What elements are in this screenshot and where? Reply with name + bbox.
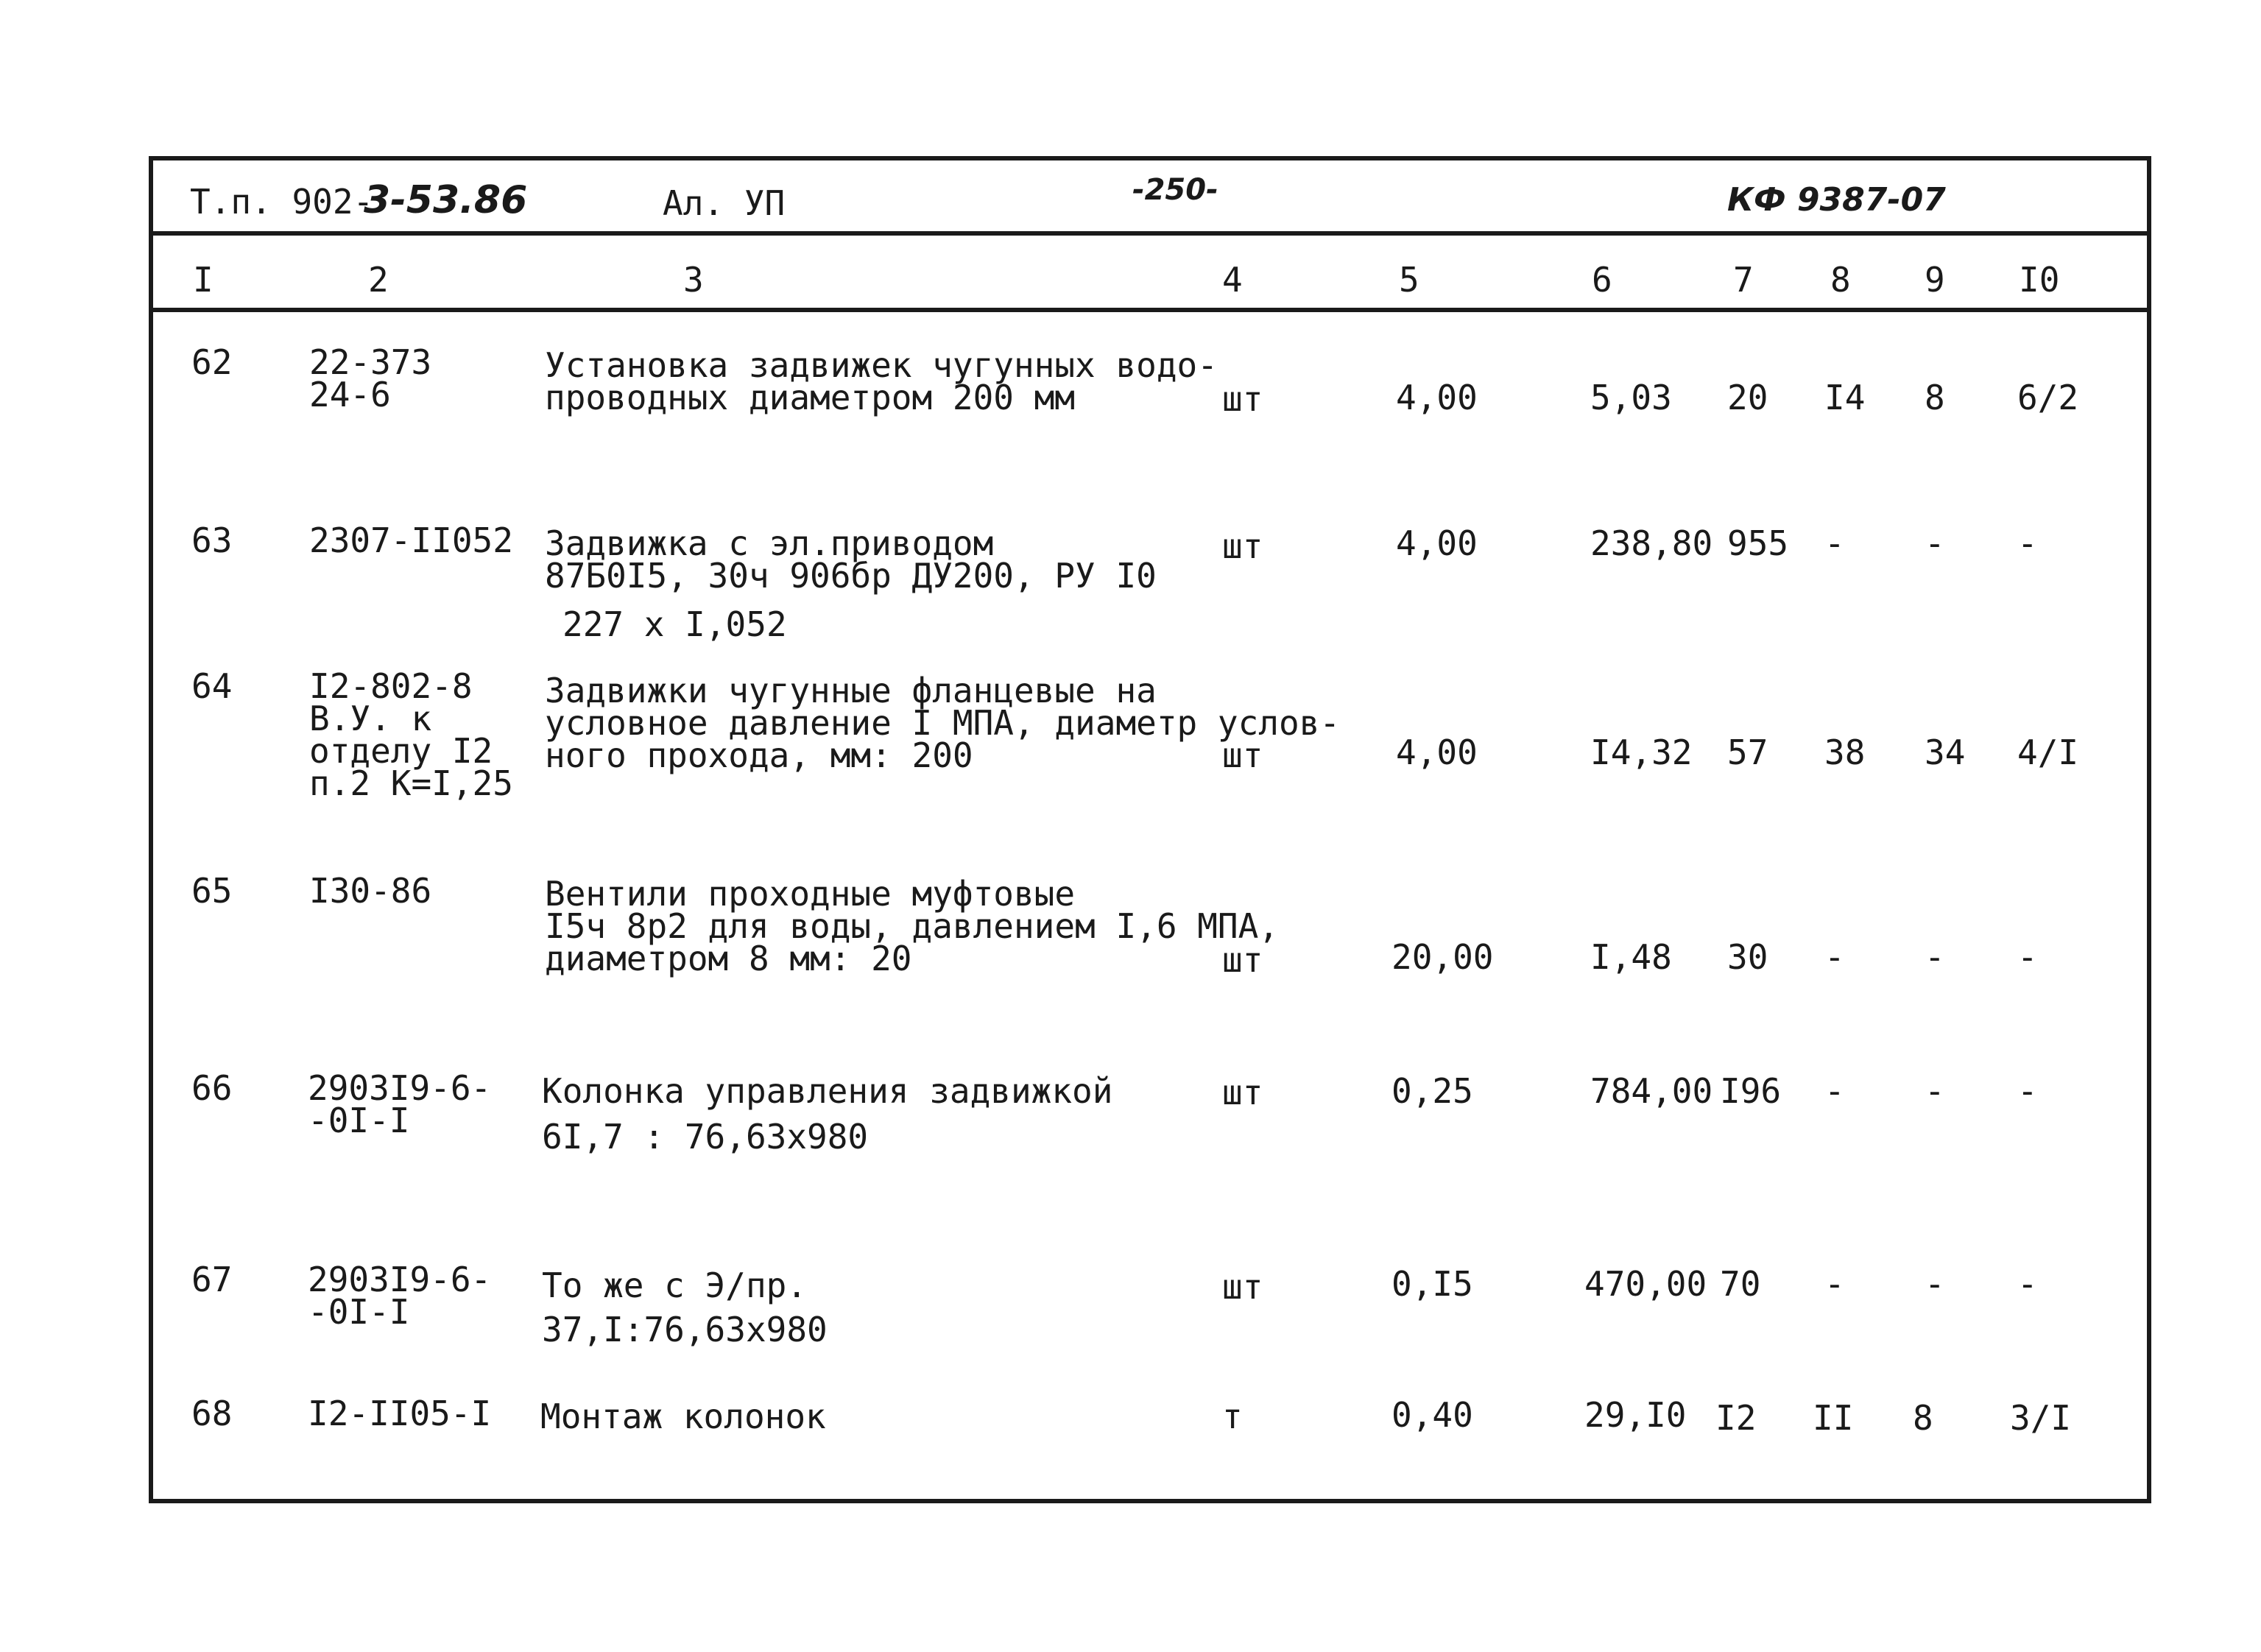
col8-value: II	[1813, 1398, 1854, 1438]
rate-code: 2903I9-6- -0I-I	[308, 1260, 492, 1332]
quantity: 0,25	[1391, 1071, 1473, 1111]
col9-value: -	[1925, 1071, 1945, 1111]
work-description: Вентили проходные муфтовые I5ч 8р2 для воды, давлением I,6 МПА, диаметром 8 мм: 20	[545, 874, 1279, 978]
col9-value: -	[1925, 523, 1945, 563]
unit-price: 5,03	[1590, 378, 1672, 417]
work-description: Монтаж колонок	[540, 1397, 826, 1436]
unit-price: 784,00	[1590, 1071, 1713, 1111]
col8-value: 38	[1824, 733, 1866, 772]
rate-code: 22-373 24-6	[309, 342, 432, 414]
unit: шт	[1222, 1267, 1263, 1307]
col7-value: I96	[1720, 1071, 1782, 1111]
project-prefix: Т.п. 902-	[190, 182, 374, 222]
rate-code: 2307-II052	[309, 520, 513, 560]
row-number: 64	[191, 666, 233, 706]
col-header-8: 8	[1830, 260, 1851, 300]
quantity: 0,40	[1391, 1395, 1473, 1435]
row-number: 68	[191, 1394, 233, 1433]
rate-code: 2903I9-6- -0I-I	[308, 1068, 492, 1140]
work-description: То же с Э/пр.	[542, 1266, 808, 1305]
quantity: 20,00	[1391, 937, 1494, 977]
col-header-7: 7	[1733, 260, 1754, 300]
header-divider	[149, 231, 2151, 236]
col-header-9: 9	[1925, 260, 1945, 300]
document-code: КФ 9387-07	[1727, 181, 1946, 219]
unit: шт	[1222, 940, 1263, 980]
rate-code: I2-II05-I	[308, 1394, 492, 1433]
unit-price: I4,32	[1590, 733, 1693, 772]
work-description: Установка задвижек чугунных водо- проводных диаметром 200 мм	[545, 345, 1218, 417]
col7-value: 30	[1727, 937, 1768, 977]
row-number: 63	[191, 520, 233, 560]
unit-price: I,48	[1590, 937, 1672, 977]
col7-value: 20	[1727, 378, 1768, 417]
col9-value: 8	[1913, 1398, 1933, 1438]
price-calculation: 37,I:76,63x980	[542, 1310, 828, 1349]
unit: шт	[1222, 379, 1263, 419]
price-calculation: 6I,7 : 76,63x980	[542, 1117, 869, 1157]
col7-value: 70	[1720, 1264, 1761, 1304]
col8-value: -	[1824, 1264, 1845, 1304]
col8-value: -	[1824, 937, 1845, 977]
col10-value: 4/I	[2017, 733, 2079, 772]
col-header-4: 4	[1222, 260, 1243, 300]
col10-value: -	[2017, 523, 2038, 563]
col10-value: -	[2017, 1264, 2038, 1304]
quantity: 0,I5	[1391, 1264, 1473, 1304]
col10-value: -	[2017, 1071, 2038, 1111]
col9-value: 34	[1925, 733, 1966, 772]
unit: т	[1222, 1397, 1243, 1436]
col7-value: I2	[1715, 1398, 1757, 1438]
col10-value: -	[2017, 937, 2038, 977]
unit: шт	[1222, 735, 1263, 775]
col9-value: -	[1925, 937, 1945, 977]
unit-price: 29,I0	[1584, 1395, 1687, 1435]
work-description: Задвижка с эл.приводом 87Б0I5, 30ч 906бр ДУ200, РУ I0	[545, 523, 1157, 596]
col-header-10: I0	[2019, 260, 2060, 300]
price-calculation: 227 x I,052	[562, 604, 787, 644]
page-number: -250-	[1132, 173, 1218, 207]
column-header-divider	[149, 308, 2151, 312]
rate-code: I2-802-8 В.У. к отделу I2 п.2 К=I,25	[309, 666, 513, 803]
col8-value: I4	[1824, 378, 1866, 417]
quantity: 4,00	[1396, 733, 1478, 772]
col10-value: 3/I	[2010, 1398, 2072, 1438]
col-header-2: 2	[368, 260, 389, 300]
album-label: Ал. УП	[663, 183, 786, 223]
work-description: Задвижки чугунные фланцевые на условное давление I МПА, диаметр услов- ного прохода, мм: 200	[545, 671, 1341, 775]
row-number: 65	[191, 871, 233, 911]
row-number: 66	[191, 1068, 233, 1108]
col9-value: -	[1925, 1264, 1945, 1304]
work-description: Колонка управления задвижкой	[542, 1071, 1113, 1111]
col8-value: -	[1824, 1071, 1845, 1111]
unit-price: 238,80	[1590, 523, 1713, 563]
col7-value: 57	[1727, 733, 1768, 772]
unit: шт	[1222, 526, 1263, 566]
row-number: 62	[191, 342, 233, 382]
unit-price: 470,00	[1584, 1264, 1707, 1304]
quantity: 4,00	[1396, 523, 1478, 563]
unit: шт	[1222, 1073, 1263, 1112]
col7-value: 955	[1727, 523, 1789, 563]
project-number: 3-53.86	[364, 178, 528, 222]
quantity: 4,00	[1396, 378, 1478, 417]
col-header-3: 3	[683, 260, 704, 300]
col-header-6: 6	[1592, 260, 1612, 300]
row-number: 67	[191, 1260, 233, 1299]
col9-value: 8	[1925, 378, 1945, 417]
col-header-1: I	[193, 260, 214, 300]
rate-code: I30-86	[309, 871, 432, 911]
col-header-5: 5	[1399, 260, 1419, 300]
col10-value: 6/2	[2017, 378, 2079, 417]
col8-value: -	[1824, 523, 1845, 563]
